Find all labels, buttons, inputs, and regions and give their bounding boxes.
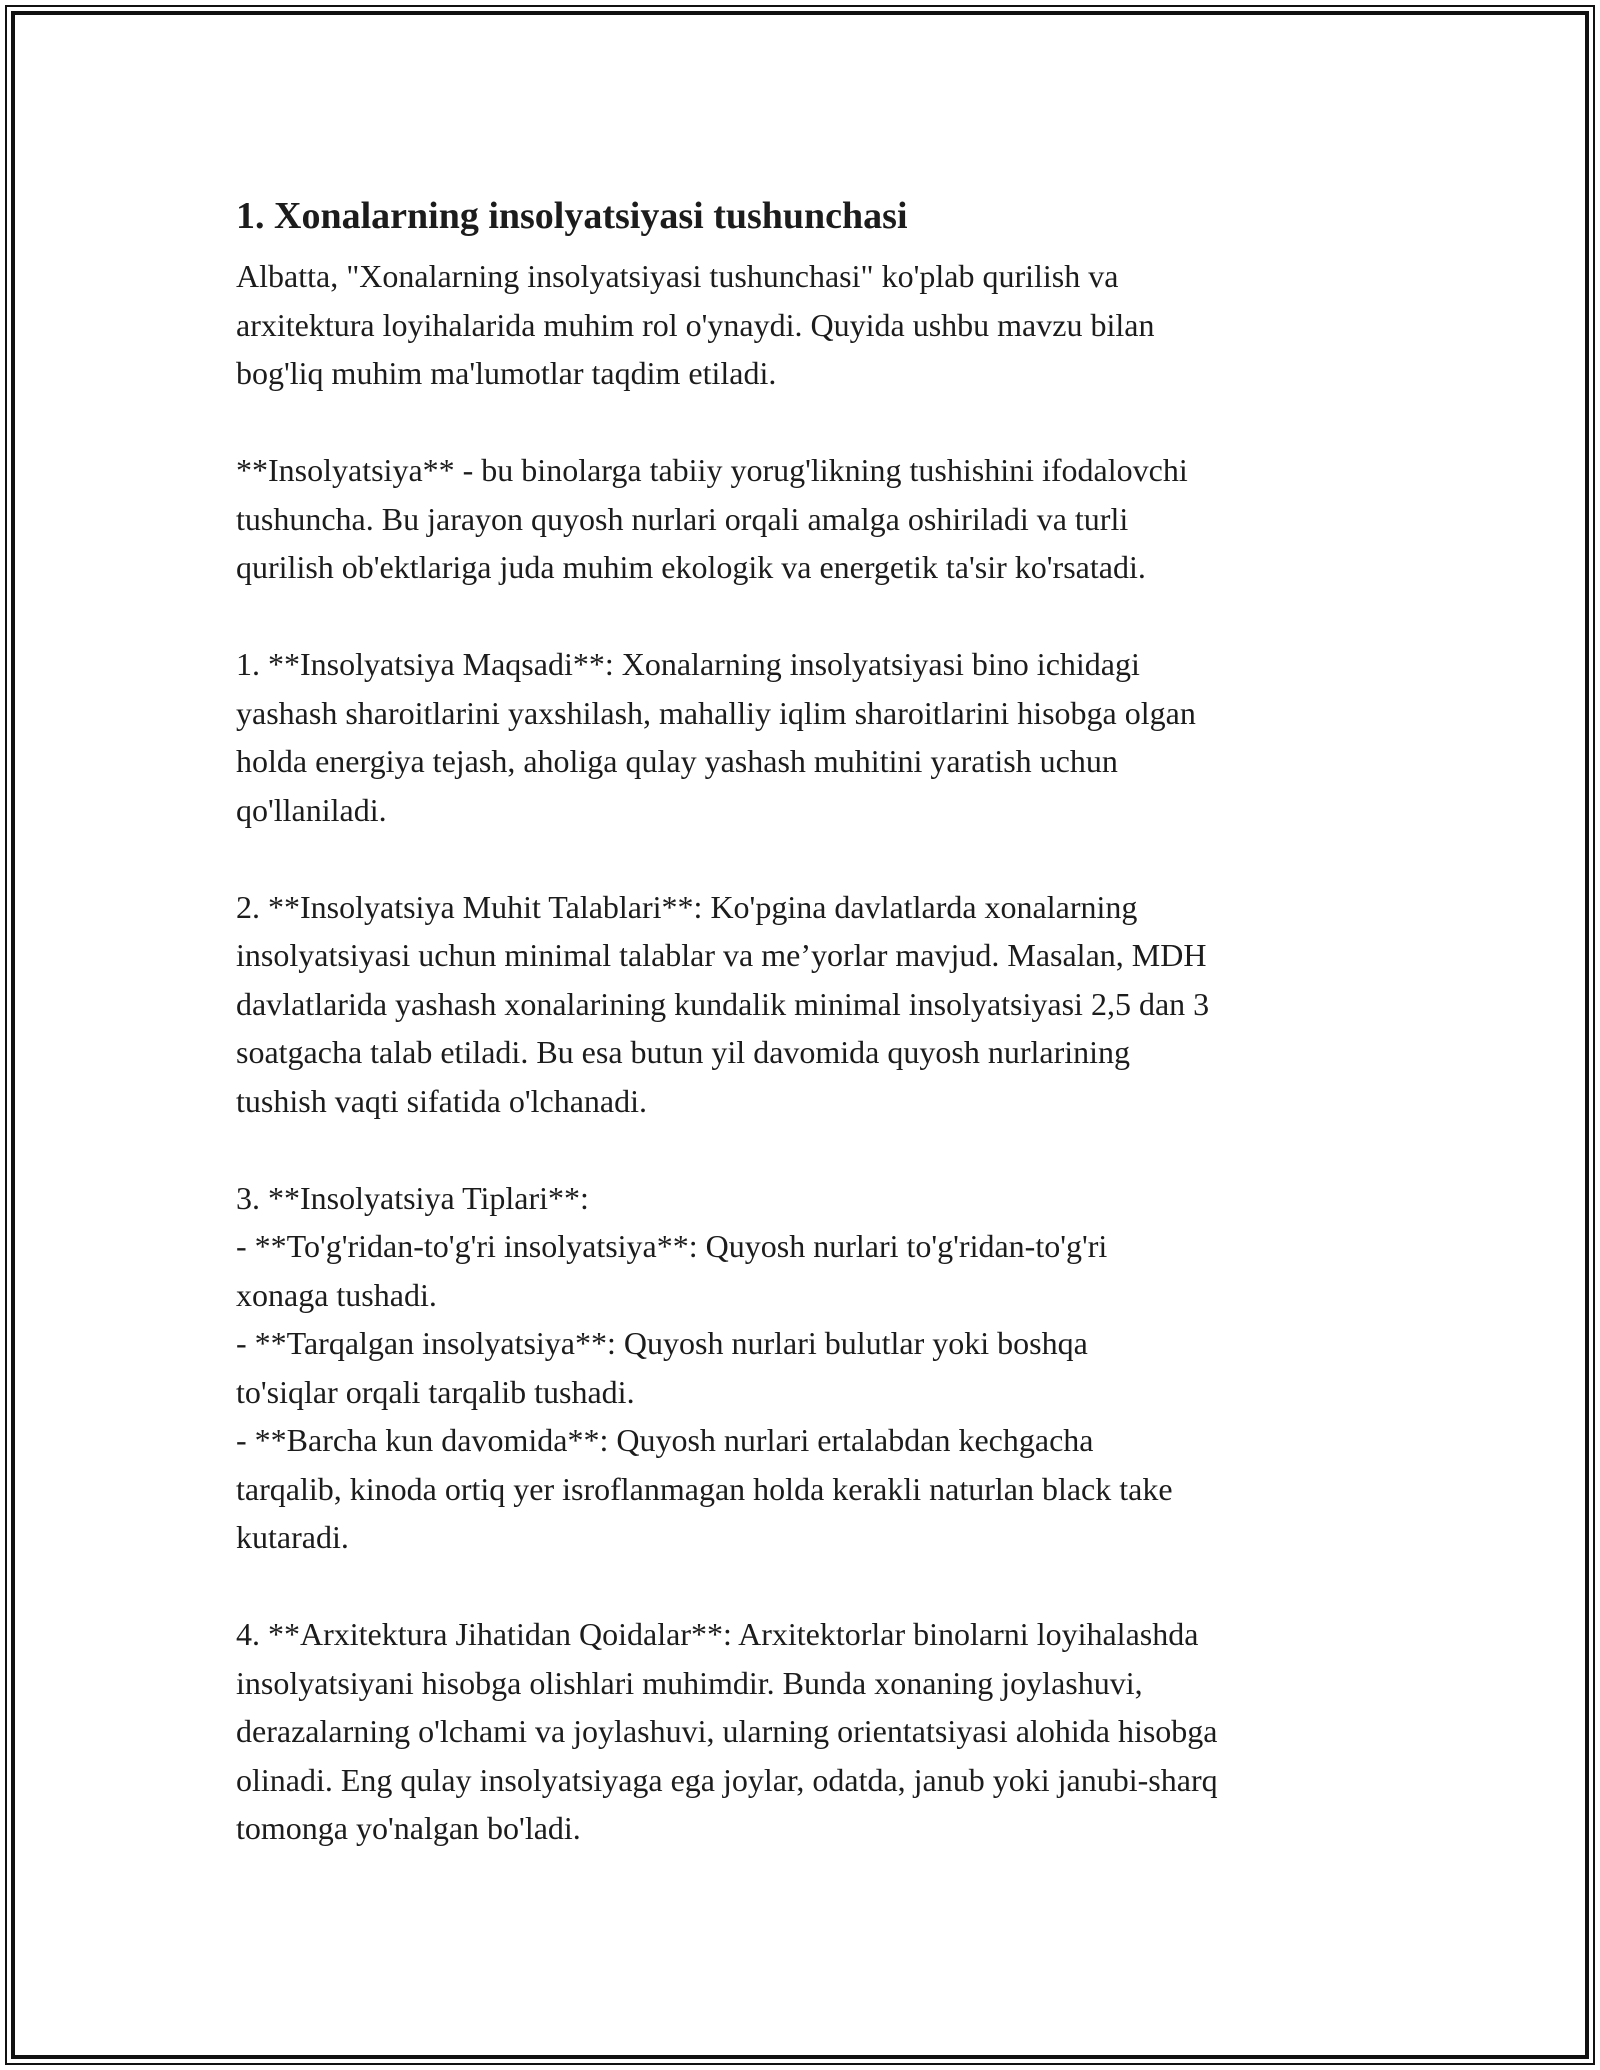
paragraph-purpose: 1. **Insolyatsiya Maqsadi**: Xonalarning insolyatsiyasi bino ichidagi yashash sharoitlarini yaxshilash, mahalliy iqlim sharoitlarini hisobga olgan holda energiya tejash, aholiga qulay yashash muhitini yaratish uchun qo'llaniladi. [236, 646, 1196, 828]
document-body [236, 184, 1376, 1853]
paragraph-intro: Albatta, "Xonalarning insolyatsiyasi tushunchasi" ko'plab qurilish va arxitektura loyihalarida muhim rol o'ynaydi. Quyida ushbu mavzu bilan bog'liq muhim ma'lumotlar taqdim etiladi. [236, 258, 1155, 391]
paragraph-definition: **Insolyatsiya** - bu binolarga tabiiy yorug'likning tushishini ifodalovchi tushuncha. Bu jarayon quyosh nurlari orqali amalga oshiriladi va turli qurilish ob'ektlariga juda muhim ekologik va energetik ta'sir ko'rsatadi. [236, 452, 1188, 585]
paragraph-requirements: 2. **Insolyatsiya Muhit Talablari**: Ko'pgina davlatlarda xonalarning insolyatsiyasi uchun minimal talablar va me’yorlar mavjud. Masalan, MDH davlatlarida yashash xonalarining kundalik minimal insolyatsiyasi 2,5 dan 3 soatgacha talab etiladi. Bu esa butun yil davomida quyosh nurlarining tushish vaqti sifatida o'lchanadi. [236, 888, 1210, 1119]
document-title: 1. Xonalarning insolyatsiyasi tushunchasi [236, 195, 908, 237]
paragraph-architecture-rules: 4. **Arxitektura Jihatidan Qoidalar**: Arxitektorlar binolarni loyihalashda insolyatsiyani hisobga olishlari muhimdir. Bunda xonaning joylashuvi, derazalarning o'lchami va joylashuvi, ularning orientatsiyasi alohida hisobga olinadi. Eng qulay insolyatsiyaga ega joylar, odatda, janub yoki janubi-sharq tomonga yo'nalgan bo'ladi. [236, 1616, 1218, 1846]
paragraph-types: 3. **Insolyatsiya Tiplari**: - **To'g'ridan-to'g'ri insolyatsiya**: Quyosh nurlari to'g'ridan-to'g'ri xonaga tushadi. - **Tarqalgan insolyatsiya**: Quyosh nurlari bulutlar yoki boshqa to'siqlar orqali tarqalib tushadi. - **Barcha kun davomida**: Quyosh nurlari ertalabdan kechgacha tarqalib, kinoda ortiq yer isroflanmagan holda kerakli naturlan black take kutaradi. [236, 1179, 1173, 1555]
